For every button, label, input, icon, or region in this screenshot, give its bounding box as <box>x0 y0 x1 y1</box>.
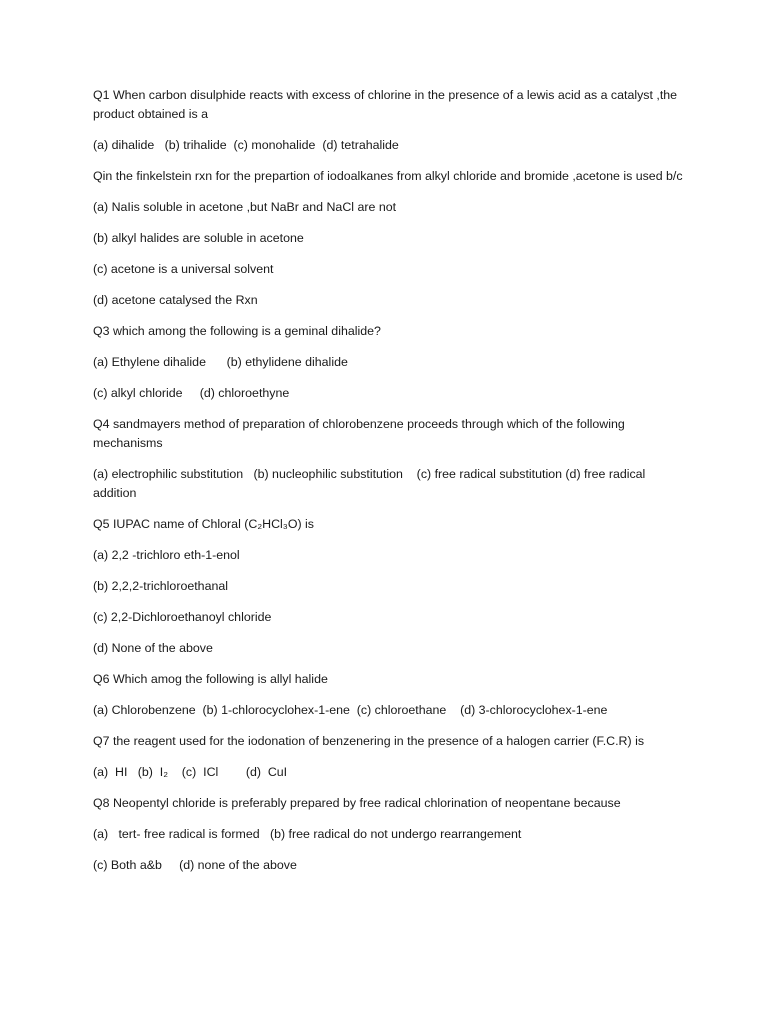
q2-option-b: (b) alkyl halides are soluble in acetone <box>93 231 304 245</box>
q5-text: Q5 IUPAC name of Chloral (C₂HCl₃O) is <box>93 517 315 531</box>
q1-options: (a) dihalide (b) trihalide (c) monohalide (d) tetrahalide <box>93 138 399 152</box>
q8-options-ab: (a) tert- free radical is formed (b) free radical do not undergo rearrangement <box>93 827 522 841</box>
q4-options: (a) electrophilic substitution (b) nucleophilic substitution (c) free radical substitution (d) free radical addition <box>93 467 649 500</box>
q5-option-c: (c) 2,2-Dichloroethanoyl chloride <box>93 610 272 624</box>
q3-options-ab: (a) Ethylene dihalide (b) ethylidene dihalide <box>93 355 348 369</box>
q8-options-cd: (c) Both a&b (d) none of the above <box>93 858 297 872</box>
q3-options-cd: (c) alkyl chloride (d) chloroethyne <box>93 386 290 400</box>
document-page <box>93 86 683 887</box>
q8-text: Q8 Neopentyl chloride is preferably prepared by free radical chlorination of neopentane because <box>93 796 621 810</box>
q2-option-d: (d) acetone catalysed the Rxn <box>93 293 258 307</box>
q5-option-d: (d) None of the above <box>93 641 213 655</box>
q2-text: Qin the finkelstein rxn for the prepartion of iodoalkanes from alkyl chloride and bromide ,acetone is used b/c <box>93 169 683 183</box>
q7-text: Q7 the reagent used for the iodonation of benzenering in the presence of a halogen carrier (F.C.R) is <box>93 734 645 748</box>
q5-option-b: (b) 2,2,2-trichloroethanal <box>93 579 228 593</box>
q3-text: Q3 which among the following is a geminal dihalide? <box>93 324 381 338</box>
q4-text: Q4 sandmayers method of preparation of chlorobenzene proceeds through which of the following mechanisms <box>93 417 629 450</box>
q2-option-c: (c) acetone is a universal solvent <box>93 262 274 276</box>
q2-option-a: (a) NaIis soluble in acetone ,but NaBr and NaCl are not <box>93 200 397 214</box>
q7-options: (a) HI (b) I₂ (c) ICl (d) CuI <box>93 765 288 779</box>
q1-text: Q1 When carbon disulphide reacts with excess of chlorine in the presence of a lewis acid as a catalyst ,the product obtained is a <box>93 88 681 121</box>
q6-options: (a) Chlorobenzene (b) 1-chlorocyclohex-1-ene (c) chloroethane (d) 3-chlorocyclohex-1-ene <box>93 703 608 717</box>
q6-text: Q6 Which amog the following is allyl halide <box>93 672 328 686</box>
q5-option-a: (a) 2,2 -trichloro eth-1-enol <box>93 548 240 562</box>
